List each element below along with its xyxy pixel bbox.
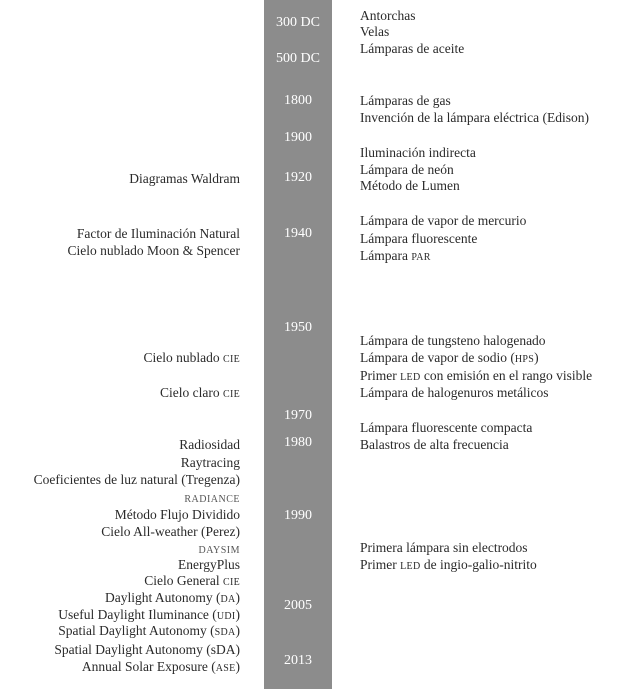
lamp-event: Iluminación indirecta bbox=[360, 145, 476, 160]
lamp-event: Lámpara fluorescente bbox=[360, 231, 478, 246]
method-event: RADIANCE bbox=[184, 494, 240, 505]
year-label: 2005 bbox=[284, 598, 312, 613]
lamp-event: Lámparas de gas bbox=[360, 93, 451, 108]
lamp-event: Lámpara de vapor de sodio (HPS) bbox=[360, 350, 539, 365]
method-event: Raytracing bbox=[180, 455, 240, 470]
lamp-event: Primer LED de ingio-galio-nitrito bbox=[360, 557, 537, 572]
method-event: Spatial Daylight Autonomy (SDA) bbox=[58, 623, 240, 638]
method-event: Radiosidad bbox=[179, 437, 240, 452]
method-event: Coeficientes de luz natural (Tregenza) bbox=[33, 472, 240, 487]
year-label: 2013 bbox=[284, 653, 312, 668]
year-label: 1800 bbox=[284, 93, 312, 108]
year-label: 1900 bbox=[284, 130, 312, 145]
lamp-event: Balastros de alta frecuencia bbox=[360, 437, 509, 452]
year-label: 1970 bbox=[284, 408, 312, 423]
year-label: 300 DC bbox=[276, 15, 320, 30]
method-event: Daylight Autonomy (DA) bbox=[104, 590, 240, 605]
lamp-event: Invención de la lámpara eléctrica (Edison) bbox=[360, 110, 590, 125]
year-label: 500 DC bbox=[276, 51, 320, 66]
lamp-event: Primer LED con emisión en el rango visible bbox=[360, 368, 593, 383]
method-event: DAYSIM bbox=[198, 545, 240, 556]
year-label: 1940 bbox=[284, 226, 312, 241]
lamp-event: Método de Lumen bbox=[360, 178, 460, 193]
lamp-event: Antorchas bbox=[360, 8, 416, 23]
method-event: Método Flujo Dividido bbox=[114, 507, 240, 522]
lamp-event: Lámpara PAR bbox=[360, 248, 431, 263]
method-event: Cielo General CIE bbox=[144, 573, 240, 588]
year-label: 1980 bbox=[284, 435, 312, 450]
lamp-event: Lámparas de aceite bbox=[360, 41, 465, 56]
year-label: 1950 bbox=[284, 320, 312, 335]
lamp-event: Lámpara de halogenuros metálicos bbox=[360, 385, 549, 400]
lamp-event: Lámpara fluorescente compacta bbox=[360, 420, 533, 435]
year-label: 1920 bbox=[284, 170, 312, 185]
method-event: Spatial Daylight Autonomy (sDA) bbox=[54, 642, 240, 657]
method-event: Useful Daylight Iluminance (UDI) bbox=[58, 607, 240, 622]
method-event: Annual Solar Exposure (ASE) bbox=[81, 659, 240, 674]
method-event: Diagramas Waldram bbox=[129, 171, 240, 186]
lamp-event: Lámpara de tungsteno halogenado bbox=[360, 333, 546, 348]
method-event: Factor de Iluminación Natural bbox=[76, 226, 240, 241]
method-event: Cielo nublado CIE bbox=[143, 350, 240, 365]
lamp-event: Lámpara de neón bbox=[360, 162, 454, 177]
method-event: EnergyPlus bbox=[177, 557, 240, 572]
year-label: 1990 bbox=[284, 508, 312, 523]
lamp-event: Velas bbox=[360, 24, 390, 39]
lamp-event: Primera lámpara sin electrodos bbox=[360, 540, 528, 555]
method-event: Cielo nublado Moon & Spencer bbox=[67, 243, 240, 258]
method-event: Cielo claro CIE bbox=[160, 385, 240, 400]
lamp-event: Lámpara de vapor de mercurio bbox=[360, 213, 527, 228]
method-event: Cielo All-weather (Perez) bbox=[101, 524, 240, 539]
